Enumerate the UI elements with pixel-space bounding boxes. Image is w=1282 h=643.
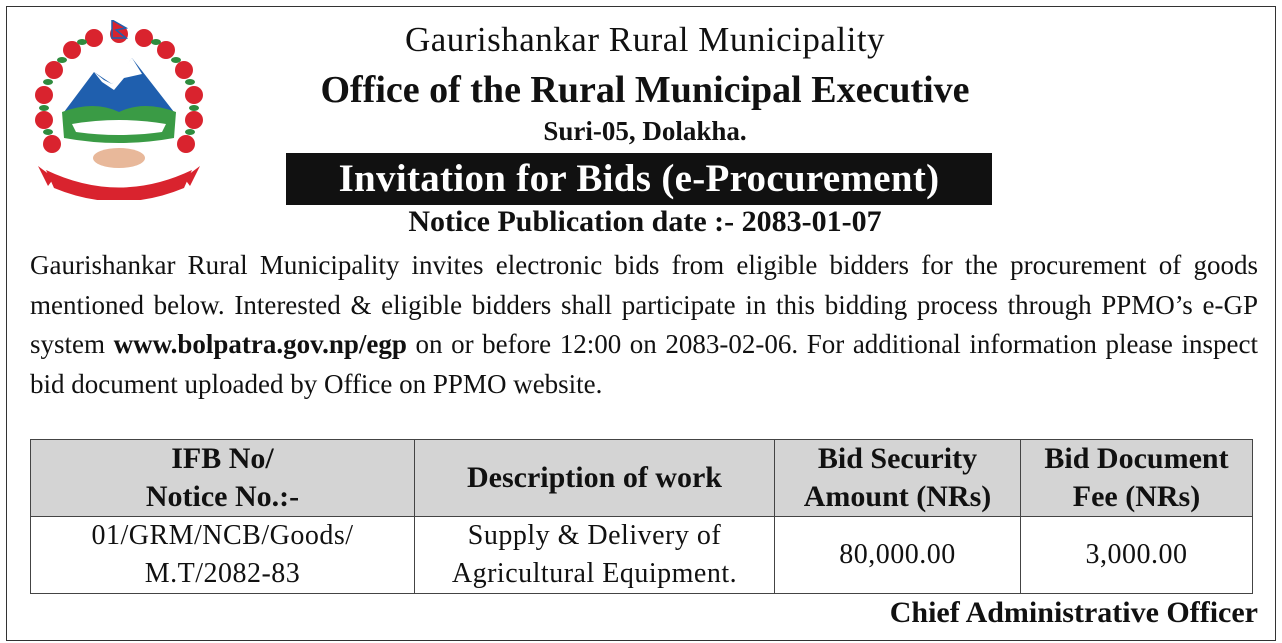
table-row: [31, 517, 1253, 594]
cell-bid-security: 80,000.00: [775, 517, 1021, 594]
cell-description: Supply & Delivery of Agricultural Equipment.: [415, 517, 775, 594]
ifb-banner: Invitation for Bids (e-Procurement): [286, 153, 992, 205]
header-description: Description of work: [415, 440, 775, 517]
publication-date: Notice Publication date :- 2083-01-07: [408, 205, 882, 238]
cell-document-fee: 3,000.00: [1021, 517, 1253, 594]
table-header-row: [31, 440, 1253, 517]
notice-body: [30, 246, 1258, 404]
notice-body-part1: Gaurishankar Rural Municipality invites electronic bids from eligible bidders for the procurement of goods mentioned below. Interested & eligible bidders shall participate in this bidding process through PPMO’s e-GP system: [30, 250, 1258, 359]
header-ifb-no: IFB No/ Notice No.:-: [31, 440, 415, 517]
signatory-title: Chief Administrative Officer: [889, 596, 1258, 629]
header-bid-security: Bid Security Amount (NRs): [775, 440, 1021, 517]
municipality-name: Gaurishankar Rural Municipality: [404, 20, 886, 59]
bids-table: [30, 439, 1253, 594]
cell-ifb-no: 01/GRM/NCB/Goods/ M.T/2082-83: [31, 517, 415, 594]
nepal-emblem-icon: [24, 20, 214, 200]
header-document-fee: Bid Document Fee (NRs): [1021, 440, 1253, 517]
office-address: Suri-05, Dolakha.: [543, 116, 747, 146]
egp-url-link[interactable]: www.bolpatra.gov.np/egp: [113, 329, 407, 359]
notice-body-part2: on or before 12:00 on 2083-02-06. For additional information please inspect bid document uploaded by Office on PPMO website.: [30, 329, 1258, 399]
office-name: Office of the Rural Municipal Executive: [320, 69, 970, 111]
